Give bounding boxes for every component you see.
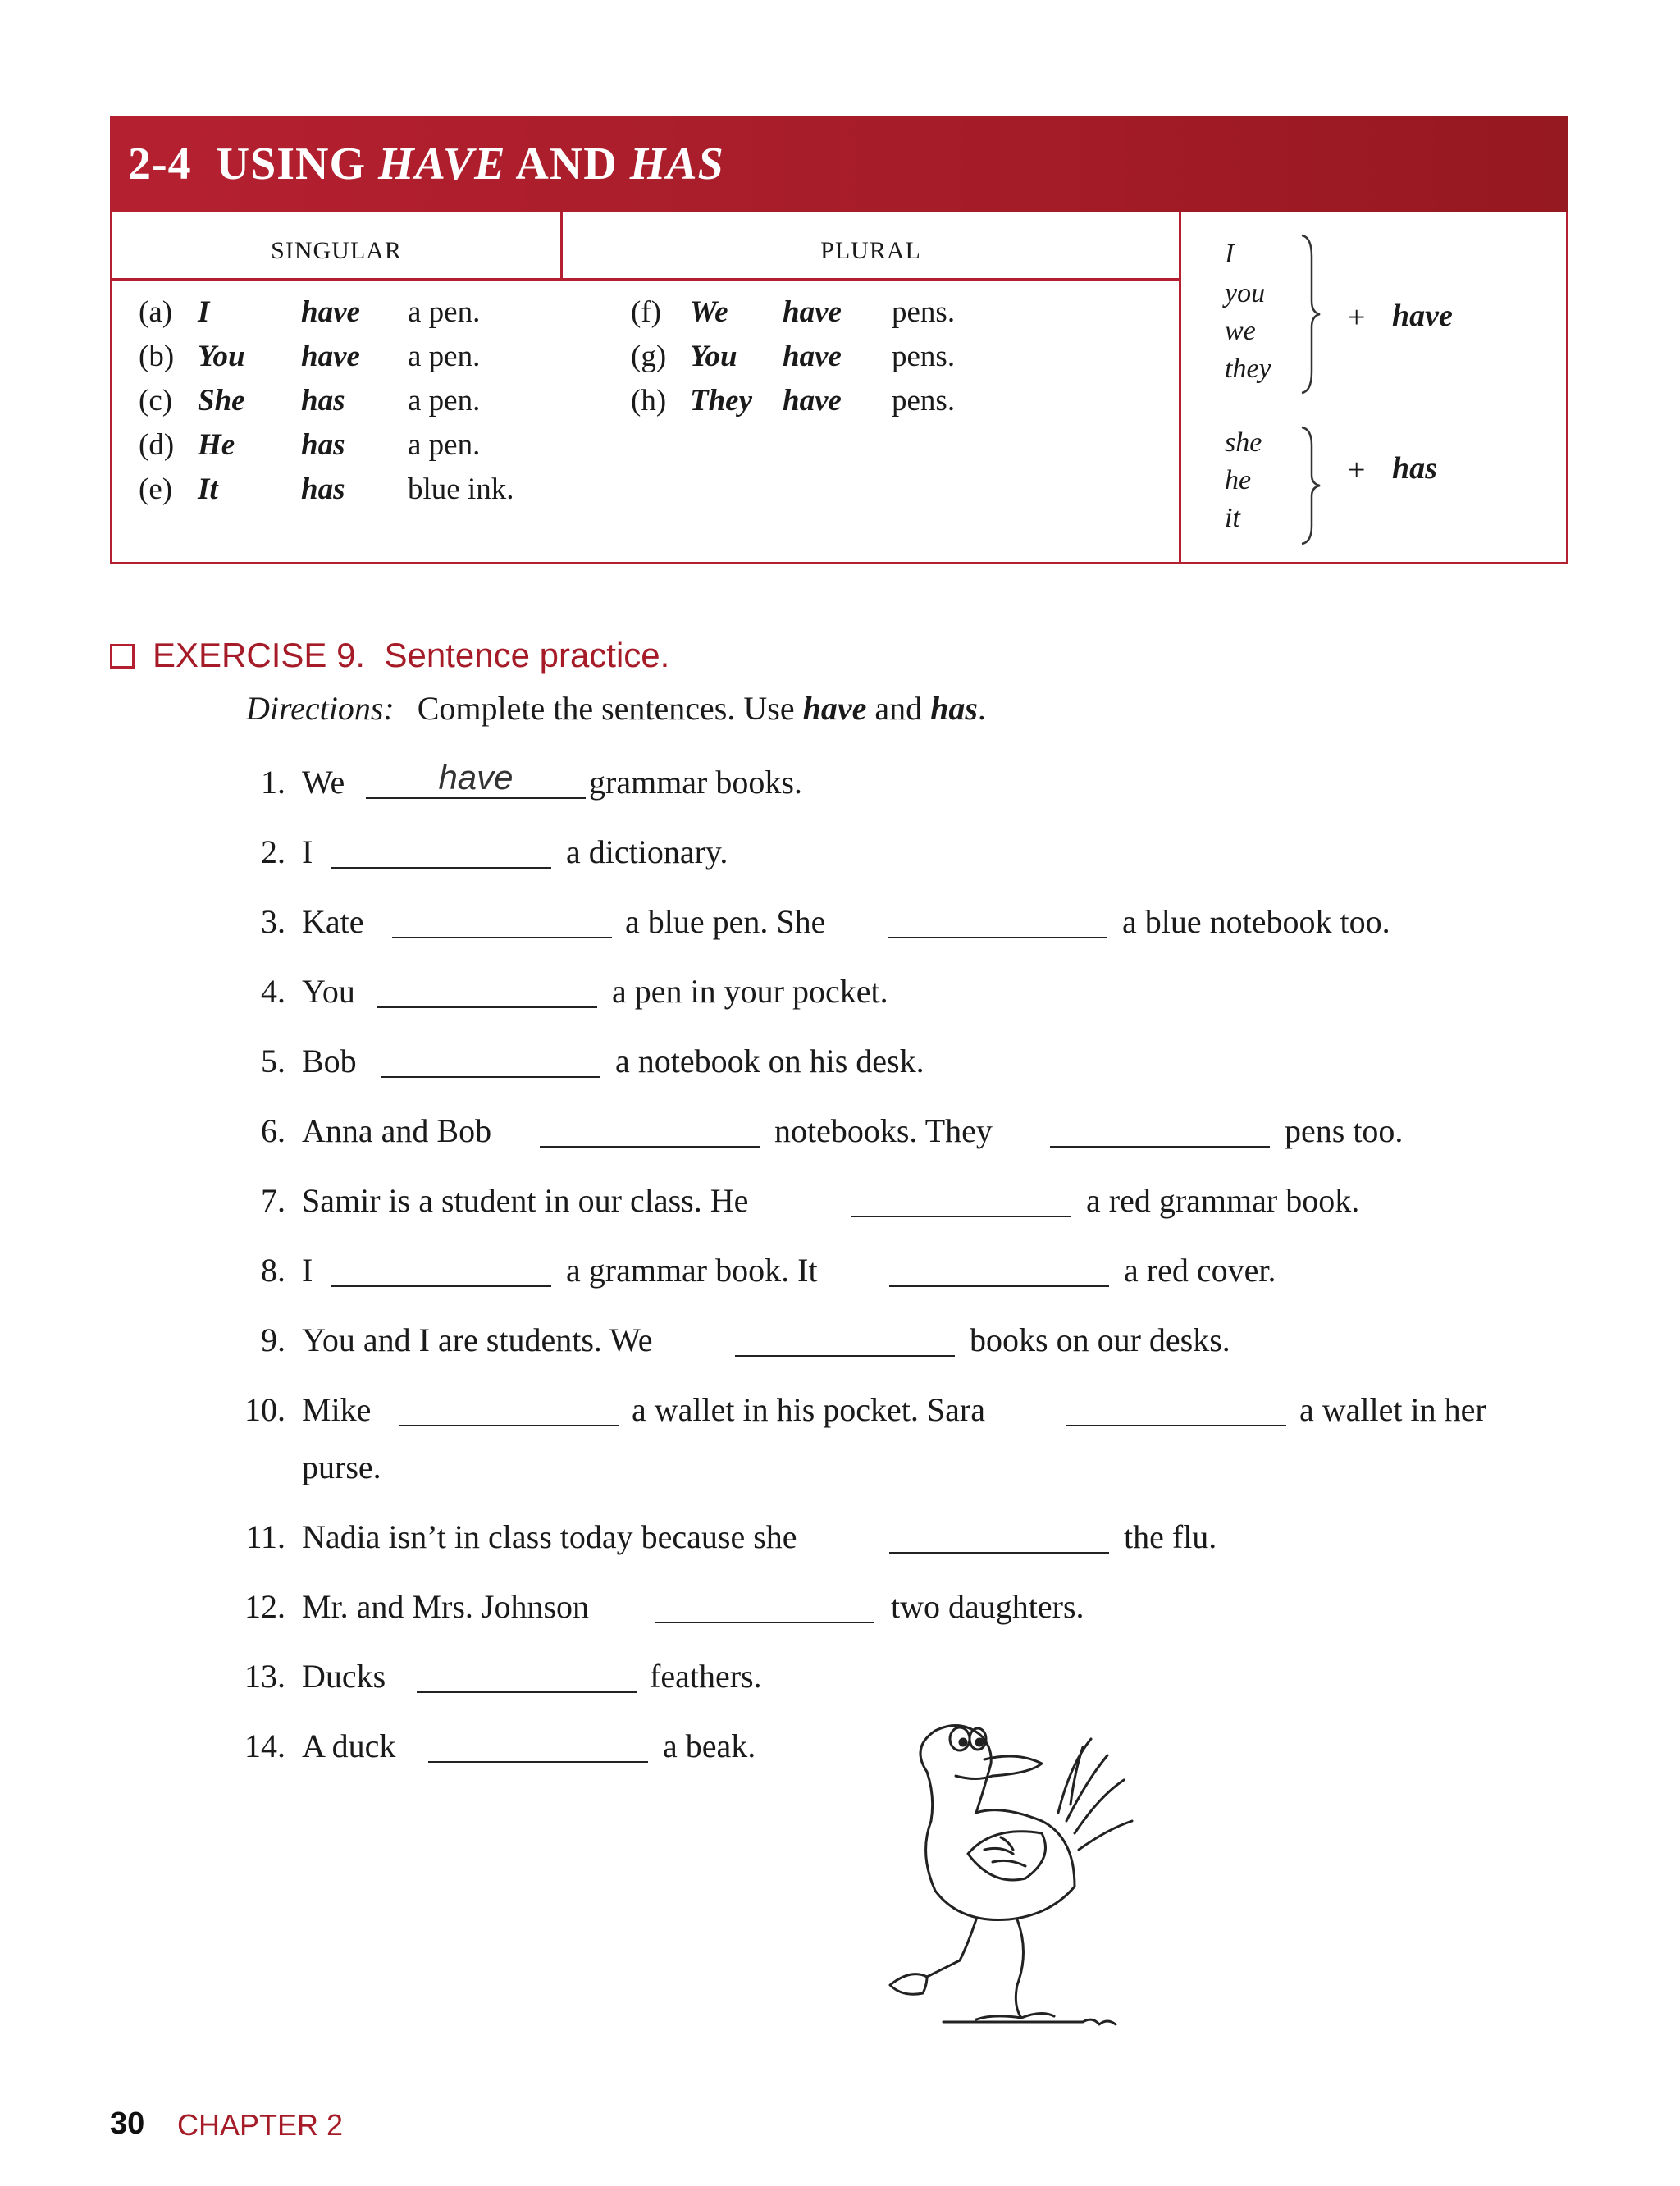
item-text: a pen in your pocket.: [612, 973, 888, 1010]
item-text: Samir is a student in our class. He: [302, 1182, 749, 1219]
example-row: [139, 335, 549, 379]
item-text: pens too.: [1285, 1112, 1404, 1149]
example-object: a pen.: [408, 384, 481, 418]
example-object: a pen.: [408, 295, 481, 329]
example-row: [139, 379, 549, 423]
exercise-item: [0, 902, 1680, 952]
item-number: 11.: [245, 1518, 285, 1555]
item-number: 14.: [244, 1727, 285, 1764]
item-number: 7.: [261, 1182, 285, 1219]
directions-has: has: [930, 690, 978, 727]
answer-blank[interactable]: [417, 1691, 637, 1693]
example-label: (a): [139, 295, 173, 329]
header-rule: [112, 278, 1179, 281]
example-object: pens.: [892, 384, 956, 418]
example-label: (d): [139, 428, 175, 462]
exercise-item: [0, 1587, 1680, 1636]
exercise-title: [153, 636, 669, 675]
pronoun: it: [1225, 503, 1240, 533]
directions-label: Directions:: [246, 690, 395, 727]
answer-blank[interactable]: [1066, 1425, 1286, 1426]
answer-blank[interactable]: [889, 1285, 1109, 1287]
example-label: (b): [139, 340, 175, 373]
column-divider: [560, 212, 563, 278]
item-text: I: [302, 833, 313, 870]
exercise-item: [0, 1727, 1680, 1776]
pronoun: he: [1225, 465, 1252, 495]
plus-sign: +: [1348, 453, 1366, 487]
pronoun: you: [1225, 278, 1266, 308]
answer-blank[interactable]: [381, 1076, 600, 1078]
item-number: 9.: [261, 1321, 285, 1358]
sample-answer: have: [438, 758, 514, 796]
rule-column-divider: [1179, 212, 1181, 562]
item-text: a wallet in his pocket. Sara: [632, 1391, 985, 1428]
chart-title-have: HAVE: [378, 139, 506, 189]
item-text: Nadia isn’t in class today because she: [302, 1518, 797, 1555]
item-text: a red grammar book.: [1086, 1182, 1360, 1219]
example-row: [139, 290, 549, 335]
item-text: You and I are students. We: [302, 1321, 653, 1358]
item-text: a notebook on his desk.: [615, 1043, 924, 1079]
example-label: (f): [631, 295, 661, 329]
exercise-directions: [246, 689, 986, 728]
answer-blank[interactable]: [655, 1622, 874, 1623]
item-text: Ducks: [302, 1658, 386, 1695]
example-verb: have: [301, 340, 360, 373]
exercise-item: [0, 1657, 1680, 1706]
item-text: grammar books.: [589, 764, 802, 801]
column-header-plural: PLURAL: [820, 237, 921, 264]
item-text: a grammar book. It: [566, 1252, 818, 1289]
answer-blank[interactable]: [392, 937, 612, 938]
item-text: We: [302, 764, 345, 801]
item-text: a dictionary.: [566, 833, 728, 870]
example-object: a pen.: [408, 428, 481, 462]
exercise-item: [0, 1390, 1680, 1485]
item-text: feathers.: [650, 1658, 762, 1695]
item-number: 12.: [244, 1588, 285, 1625]
exercise-checkbox[interactable]: [110, 644, 135, 669]
item-text: Bob: [302, 1043, 357, 1079]
answer-blank[interactable]: [428, 1761, 648, 1763]
item-text: Mr. and Mrs. Johnson: [302, 1588, 590, 1625]
answer-blank[interactable]: [399, 1425, 619, 1426]
example-object: pens.: [892, 295, 956, 329]
example-subject: We: [690, 295, 728, 329]
example-subject: You: [198, 340, 245, 373]
example-verb: have: [783, 340, 842, 373]
answer-blank[interactable]: [377, 1006, 597, 1008]
item-number: 1.: [261, 764, 285, 801]
example-object: a pen.: [408, 340, 481, 373]
example-row: [139, 423, 549, 468]
answer-blank[interactable]: [889, 1552, 1109, 1554]
answer-blank[interactable]: [1050, 1146, 1270, 1148]
example-row: [631, 290, 1123, 335]
directions-text: Complete the sentences. Use: [417, 690, 803, 727]
page-number: 30: [110, 2106, 145, 2141]
item-text: Mike: [302, 1391, 372, 1428]
duck-illustration: [878, 1714, 1189, 2034]
example-subject: It: [198, 472, 218, 506]
chart-number: 2-4: [128, 139, 192, 189]
directions-text: .: [977, 690, 986, 727]
example-row: [139, 468, 549, 512]
example-subject: You: [690, 340, 737, 373]
item-number: 6.: [261, 1112, 285, 1149]
grammar-chart: [110, 116, 1568, 564]
example-subject: He: [198, 428, 235, 462]
item-text: a wallet in her: [1299, 1391, 1486, 1428]
item-text: a blue pen. She: [625, 903, 826, 940]
item-text: books on our desks.: [970, 1321, 1230, 1358]
item-text: the flu.: [1124, 1518, 1217, 1555]
example-label: (h): [631, 384, 667, 418]
answer-blank[interactable]: [851, 1216, 1071, 1217]
exercise-item: [0, 1251, 1680, 1300]
item-text: Anna and Bob: [302, 1112, 492, 1149]
pronoun: they: [1225, 354, 1271, 384]
chart-title-part-1: USING: [216, 139, 379, 189]
pronoun: we: [1225, 316, 1256, 346]
plus-sign: +: [1348, 300, 1366, 335]
example-verb: have: [301, 295, 360, 329]
example-object: blue ink.: [408, 472, 514, 506]
item-text: I: [302, 1252, 313, 1289]
example-subject: They: [690, 384, 753, 418]
pronoun: she: [1225, 427, 1262, 458]
item-number: 5.: [261, 1043, 285, 1079]
chart-title-has: HAS: [629, 139, 724, 189]
exercise-item: [0, 1181, 1680, 1230]
item-text: a beak.: [663, 1727, 756, 1764]
pronoun: I: [1225, 239, 1235, 269]
example-subject: She: [198, 384, 245, 418]
exercise-item: [0, 758, 1680, 812]
exercise-item: [0, 1517, 1680, 1567]
item-number: 13.: [244, 1658, 285, 1695]
item-number: 10.: [244, 1391, 285, 1428]
item-text: purse.: [302, 1449, 381, 1485]
example-verb: have: [783, 295, 842, 329]
exercise-item: [0, 1042, 1680, 1091]
exercise-item: [0, 1111, 1680, 1161]
item-text: Kate: [302, 903, 364, 940]
chart-title-part-3: AND: [505, 139, 630, 189]
example-subject: I: [198, 295, 210, 329]
item-number: 2.: [261, 833, 285, 870]
example-verb: have: [783, 384, 842, 418]
right-brace-icon: [1299, 424, 1323, 547]
exercise-item: [0, 972, 1680, 1021]
example-verb: has: [301, 428, 345, 462]
exercise-item: [0, 833, 1680, 882]
exercise-heading: EXERCISE 9.: [153, 636, 366, 674]
exercise-item: [0, 1321, 1680, 1370]
item-number: 8.: [261, 1252, 285, 1289]
chapter-label: CHAPTER 2: [177, 2108, 344, 2142]
answer-blank[interactable]: [540, 1146, 760, 1148]
item-text: a red cover.: [1124, 1252, 1276, 1289]
answer-blank[interactable]: [331, 1285, 551, 1287]
answer-blank[interactable]: [888, 937, 1107, 938]
column-header-singular: SINGULAR: [271, 237, 402, 264]
rule-verb-have: have: [1392, 299, 1453, 333]
answer-blank[interactable]: [735, 1355, 955, 1357]
answer-blank[interactable]: [366, 797, 586, 799]
example-row: [631, 379, 1123, 423]
item-text: You: [302, 973, 355, 1010]
example-row: [631, 335, 1123, 379]
example-label: (e): [139, 472, 173, 506]
item-text: A duck: [302, 1727, 396, 1764]
directions-text: and: [866, 690, 931, 727]
example-verb: has: [301, 384, 345, 418]
item-number: 4.: [261, 973, 285, 1010]
answer-blank[interactable]: [331, 867, 551, 869]
right-brace-icon: [1299, 232, 1323, 396]
item-text: a blue notebook too.: [1122, 903, 1390, 940]
item-text: notebooks. They: [774, 1112, 993, 1149]
rule-verb-has: has: [1392, 451, 1437, 486]
item-text: two daughters.: [891, 1588, 1084, 1625]
example-object: pens.: [892, 340, 956, 373]
example-verb: has: [301, 472, 345, 506]
example-label: (c): [139, 384, 173, 418]
chart-body: [110, 212, 1568, 564]
directions-have: have: [802, 690, 867, 727]
example-label: (g): [631, 340, 667, 373]
item-number: 3.: [261, 903, 285, 940]
exercise-subtitle: Sentence practice.: [384, 636, 670, 674]
chart-header: [110, 116, 1568, 212]
